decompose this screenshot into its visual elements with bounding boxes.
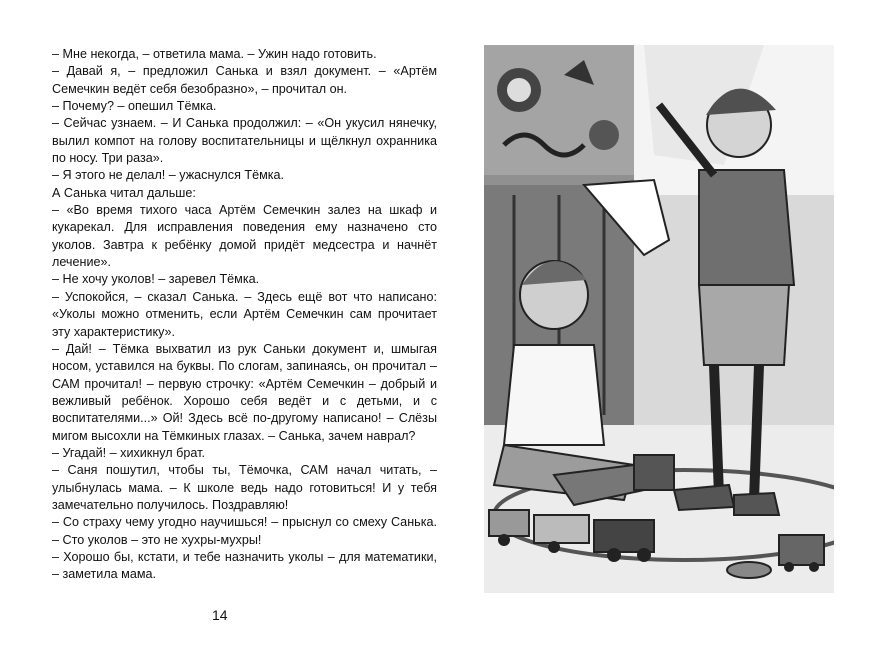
- paragraph: – Не хочу уколов! – заревел Тёмка.: [52, 272, 260, 287]
- paragraph: А Санька читал дальше:: [52, 185, 196, 200]
- paragraph: – Сейчас узнаем. – И Санька продолжил: – «Он укусил нянечку, вылил компот на голову воспитательницы и щёлкнул охранника по носу. Три раза».: [52, 116, 437, 166]
- paragraph: – Со страху чему угодно научишься! – прыснул со смеху Санька. – Сто уколов – это не хухры-мухры!: [52, 515, 437, 547]
- paragraph: – Успокойся, – сказал Санька. – Здесь ещё вот что написано: «Уколы можно отменить, если Артём Семечкин сам прочитает эту характеристику».: [52, 289, 437, 339]
- toy-car: [727, 562, 771, 578]
- paragraph: – «Во время тихого часа Артём Семечкин залез на шкаф и кукарекал. Для исправления поведения ему назначено сто уколов. Завтра к ребёнку домой придёт медсестра и начнёт лечение».: [52, 203, 437, 270]
- paragraph: – Угадай! – хихикнул брат.: [52, 445, 205, 460]
- story-illustration: [484, 45, 834, 593]
- paragraph: – Мне некогда, – ответила мама. – Ужин надо готовить.: [52, 47, 377, 61]
- paragraph: – Почему? – опешил Тёмка.: [52, 99, 217, 114]
- story-text: [52, 46, 437, 584]
- paragraph: – Я этого не делал! – ужаснулся Тёмка.: [52, 168, 285, 183]
- paragraph: – Саня пошутил, чтобы ты, Тёмочка, САМ начал читать, – улыбнулась мама. – К школе ведь надо готовиться! И у тебя замечательно получилось. Поздравляю!: [52, 463, 437, 512]
- paragraph: – Давай я, – предложил Санька и взял документ. – «Артём Семечкин ведёт себя безобразно», – прочитал он.: [52, 64, 437, 96]
- paragraph: – Дай! – Тёмка выхватил из рук Саньки документ и, шмыгая носом, уставился на буквы. По слогам, запинаясь, он прочитал – САМ прочитал! – первую строчку: «Артём Семечкин – добрый и вежливый ребёнок. Хорошо себя ведёт и с детьми, и с воспитателями...» Ой! Здесь всё по-другому написано! – Слёзы мигом высохли на Тёмкиных глазах. – Санька, зачем наврал?: [52, 341, 437, 443]
- page-number: 14: [212, 607, 228, 623]
- paragraph: – Хорошо бы, кстати, и тебе назначить уколы – для математики, – заметила мама.: [52, 549, 437, 582]
